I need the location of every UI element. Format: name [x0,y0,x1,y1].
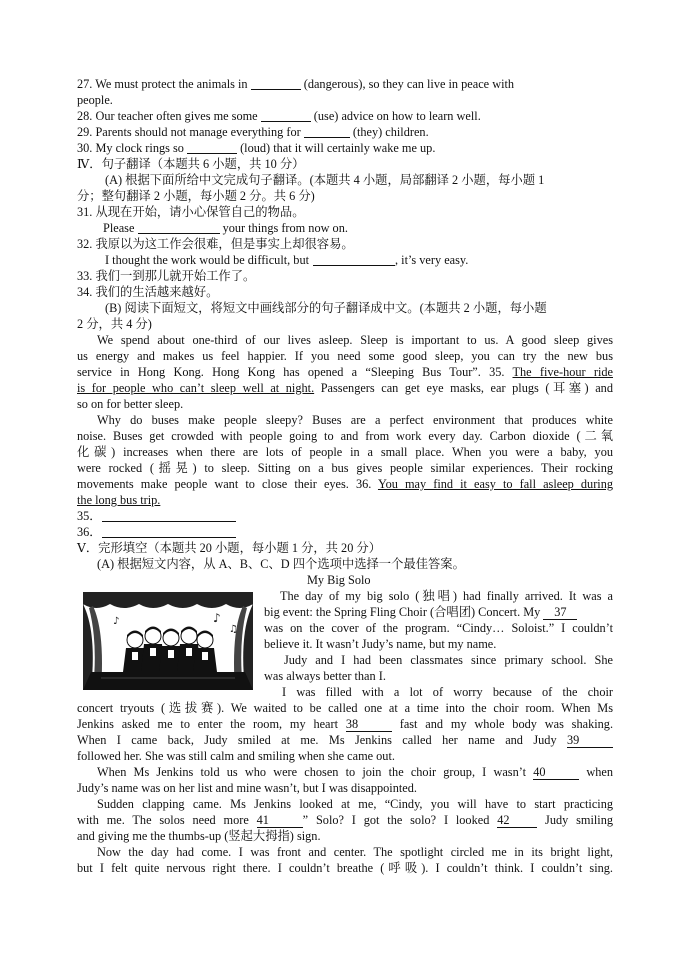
underlined-sentence-36: You may find it easy to fall asleep during [377,477,614,491]
section-5-heading: Ⅴ．完形填空（本题共 20 小题，每小题 1 分，共 20 分） [77,541,382,555]
passage-line: so on for better sleep. [77,397,184,411]
answer-blank[interactable] [138,221,220,234]
story-line: Now the day had come. I was front and center. The spotlight circled me in its bright light, [97,845,613,859]
question-30: 30. My clock rings so (loud) that it will certainly wake me up. [77,141,436,155]
section-4b-instructions: (B) 阅读下面短文，将短文中画线部分的句子翻译成中文。(本题共 2 小题，每小题 [105,301,547,315]
answer-36: 36． [77,524,236,540]
question-32-english: I thought the work would be difficult, but , it’s very easy. [105,253,469,267]
passage-line: noise. Buses get crowded with people going to and from work every day. Carbon dioxide (二氧 [77,429,613,443]
passage-line: were rocked (摇晃) to sleep. Sitting on a bus gives people similar experiences. Their rocking [77,461,613,475]
passage-line: service in Hong Kong. Hong Kong has opened a “Sleeping Bus Tour”. 35. The five-hour ride [77,365,613,379]
story-line: Sudden clapping came. Ms Jenkins looked at me, “Cindy, you will have to start practicing [97,797,613,811]
section-4a-instructions: (A) 根据下面所给中文完成句子翻译。(本题共 4 小题，局部翻译 2 小题，每小题 1 [105,173,545,187]
svg-text:♪: ♪ [213,611,221,625]
story-line: was always better than I. [264,669,386,683]
question-34: 34. 我们的生活越来越好。 [77,285,219,299]
svg-text:♫: ♫ [229,624,238,635]
answer-blank[interactable] [304,125,350,138]
question-27: 27. We must protect the animals in (dangerous), so they can live in peace with [77,77,515,91]
section-4-heading: Ⅳ．句子翻译（本题共 6 小题，共 10 分） [77,157,305,171]
story-title: My Big Solo [307,573,371,587]
passage-line: movements make people want to close their eyes. 36. You may find it easy to fall asleep during [77,477,614,491]
cloze-blank-37[interactable]: 37 [543,606,577,620]
passage-line: us energy and makes us feel happier. If you need some good sleep, you can try the new bus [77,349,613,363]
question-31-english: Please your things from now on. [103,221,348,235]
story-line: Judy’s name was on her list and mine wasn’t, but I was disappointed. [77,781,417,795]
svg-text:♪: ♪ [113,616,120,627]
cloze-blank-41[interactable]: 41 [257,814,303,828]
underlined-sentence-35: is for people who can’t sleep well at night. [77,381,315,395]
story-line: I was filled with a lot of worry because of the choir [282,685,613,699]
question-33: 33. 我们一到那儿就开始工作了。 [77,269,256,283]
passage-line: 化碳) increases when there are lots of people in a small place. When you were a baby, you [77,445,613,459]
question-31: 31. 从现在开始，请小心保管自己的物品。 [77,205,305,219]
story-line: When I came back, Judy smiled at me. Ms Jenkins called her name and Judy 39 [77,732,613,748]
story-line: When Ms Jenkins told us who were chosen to join the choir group, I wasn’t 40 when [97,765,613,779]
story-line: concert tryouts (选拔赛). We waited to be called one at a time into the choir room. When Ms [77,701,613,715]
story-line: Judy and I had been classmates since primary school. She [284,653,613,667]
story-line: The day of my big solo (独唱) had finally arrived. It was a [280,589,613,603]
question-32: 32. 我原以为这工作会很难，但是事实上却很容易。 [77,237,354,251]
story-line: and giving me the thumbs-up (竖起大拇指) sign. [77,829,321,843]
question-28: 28. Our teacher often gives me some (use) advice on how to learn well. [77,109,481,123]
answer-blank[interactable] [313,253,395,266]
story-line: with me. The solos need more 41 ” Solo? I got the solo? I looked 42 Judy smiling [77,813,613,827]
answer-blank[interactable] [102,525,236,538]
underlined-sentence-35: The five-hour ride [512,365,613,379]
passage-line: Why do buses make people sleepy? Buses are a perfect environment that produces white [97,413,613,427]
passage-line [77,492,160,508]
choir-stage-illustration [83,592,253,690]
story-line: was on the cover of the program. “Cindy… Soloist.” I couldn’t [264,621,613,635]
answer-blank[interactable] [261,109,311,122]
story-line: believe it. It wasn’t Judy’s name, but my name. [264,637,497,651]
answer-35: 35． [77,508,236,524]
underlined-sentence-36: the long bus trip. [77,493,161,507]
story-line: but I felt quite nervous right there. I couldn’t breathe (呼吸). I couldn’t think. I couldn’t sing. [77,861,613,875]
answer-blank[interactable] [187,141,237,154]
cloze-blank-40[interactable]: 40 [533,766,579,780]
cloze-blank-38[interactable]: 38 [346,718,392,732]
section-5a-instructions: (A) 根据短文内容，从 A、B、C、D 四个选项中选择一个最佳答案。 [97,557,465,571]
answer-blank[interactable] [251,77,301,90]
story-line: followed her. She was still calm and smiling when she came out. [77,749,395,763]
question-29: 29. Parents should not manage everything for (they) children. [77,125,429,139]
story-line: Jenkins asked me to enter the room, my heart 38 fast and my whole body was shaking. [77,717,614,731]
cloze-blank-42[interactable]: 42 [497,814,537,828]
passage-line: We spend about one-third of our lives asleep. Sleep is important to us. A good sleep gives [97,333,613,347]
answer-blank[interactable] [102,509,236,522]
cloze-blank-39[interactable]: 39 [567,734,613,748]
story-line: big event: the Spring Fling Choir (合唱团) Concert. My 37 [264,604,613,620]
passage-line: is for people who can’t sleep well at night. Passengers can get eye masks, ear plugs (耳塞) and [77,381,613,395]
